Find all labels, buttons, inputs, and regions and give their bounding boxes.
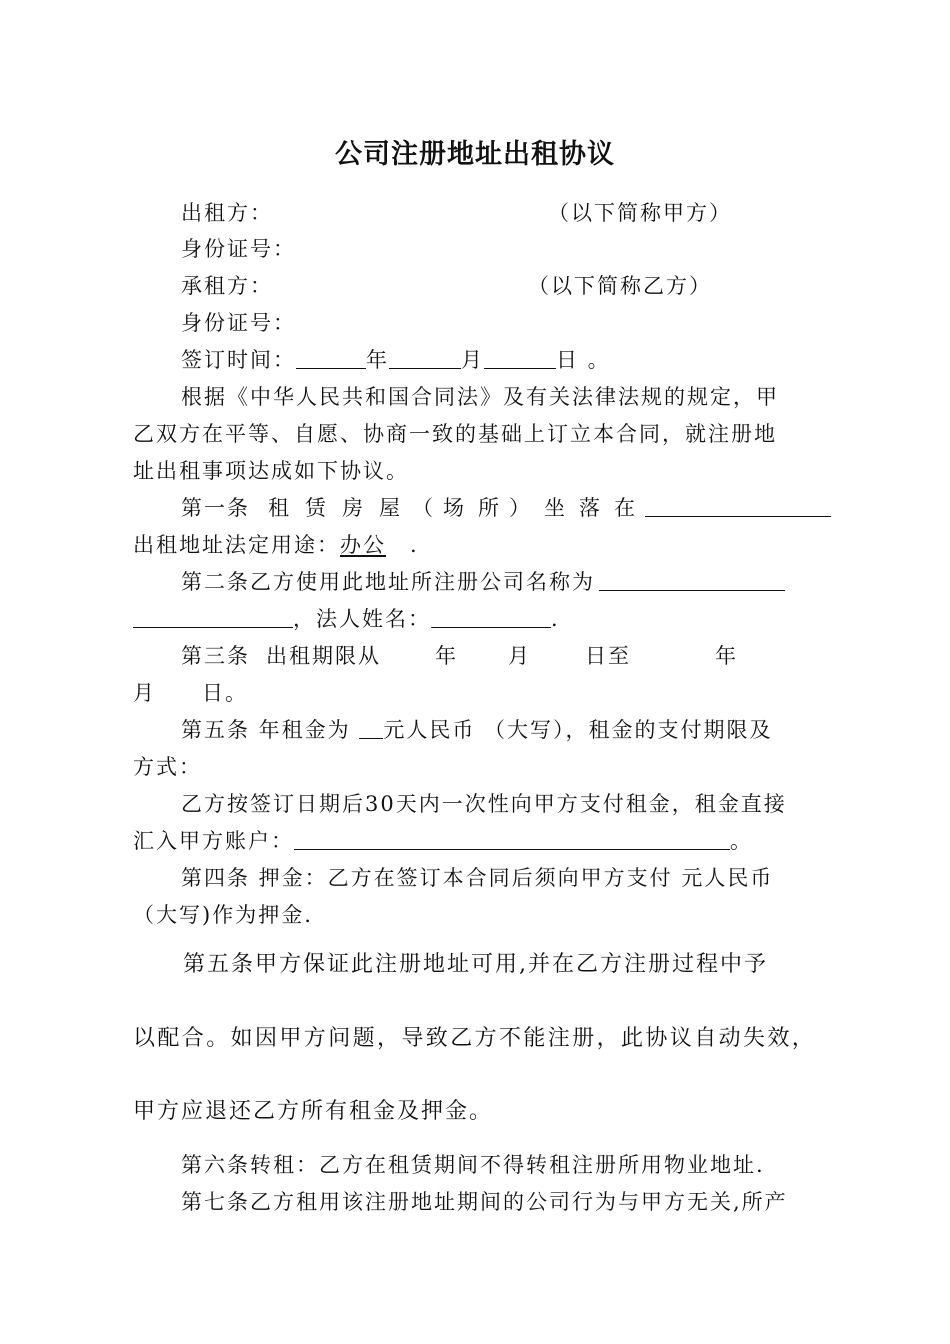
article-1-char: 坐 [544, 496, 567, 520]
rent-text: 元人民币 （大写），租金的支付期限及 [383, 718, 773, 742]
lessee-id-label: 身份证号： [181, 311, 296, 335]
article-4-line-2: （大写)作为押金. [133, 903, 313, 927]
term-from-day: 日至 [585, 644, 631, 668]
article-1-char: 场 [443, 496, 466, 520]
article-5-rent-line-2: 方式： [133, 755, 202, 779]
article-2-line-2 [133, 604, 560, 634]
year-label: 年 [366, 348, 389, 372]
use-end: . [410, 533, 419, 557]
article-4-line-1: 第四条 押金：乙方在签订本合同后须向甲方支付 元人民币 [181, 866, 774, 890]
term-from-month: 月 [508, 644, 531, 668]
term-to-month: 月 [133, 681, 156, 705]
lessee-note: （以下简称乙方） [528, 274, 712, 298]
rent-label: 第五条 年租金为 [181, 718, 360, 742]
article-1-char: 房 [342, 496, 365, 520]
sign-date-label: 签订时间： [181, 348, 296, 372]
article-1-line-1 [181, 493, 831, 523]
preamble-line-3: 址出租事项达成如下协议。 [133, 459, 409, 483]
use-value: 办公 [340, 533, 386, 557]
article-5-guarantee-line-1: 第五条甲方保证此注册地址可用,并在乙方注册过程中予 [183, 952, 768, 977]
legal-person-label: ，法人姓名： [293, 607, 431, 631]
article-5-guarantee-line-3: 甲方应退还乙方所有租金及押金。 [133, 1099, 494, 1124]
article-1-char: 所 [478, 496, 501, 520]
document-title: 公司注册地址出租协议 [335, 139, 615, 170]
article-1-char: （ [412, 496, 435, 520]
term-to-year: 年 [715, 644, 738, 668]
article-3-line-1 [181, 641, 738, 671]
lessor-note: （以下简称甲方） [548, 201, 732, 225]
article-3-line-2 [133, 678, 248, 708]
sign-date-line [181, 345, 611, 375]
article-1-char: 赁 [305, 496, 328, 520]
preamble-line-2: 乙双方在平等、自愿、协商一致的基础上订立本合同，就注册地 [133, 422, 777, 446]
preamble-line-1: 根据《中华人民共和国合同法》及有关法律法规的规定，甲 [181, 385, 779, 409]
company-name-blank [599, 568, 785, 591]
term-from-year: 年 [435, 644, 458, 668]
lessor-id-label: 身份证号： [181, 237, 296, 261]
rent-amount-blank [359, 716, 383, 739]
lessor-label: 出租方： [181, 201, 273, 225]
payment-line-1: 乙方按签订日期后30天内一次性向甲方支付租金，租金直接 [181, 792, 787, 816]
article-3-heading: 第三条 [181, 644, 250, 668]
article-5-rent-line-1 [181, 715, 773, 745]
article-2-line-1 [181, 567, 785, 597]
article-1-char: 落 [579, 496, 602, 520]
article-1-line-2 [133, 530, 419, 560]
article-5-guarantee-line-2: 以配合。如因甲方问题，导致乙方不能注册，此协议自动失效， [133, 1026, 817, 1051]
account-label: 汇入甲方账户： [133, 829, 294, 853]
article-6: 第六条转租：乙方在租赁期间不得转租注册所用物业地址. [181, 1153, 765, 1177]
article-2-end: . [551, 607, 560, 631]
month-label: 月 [461, 348, 484, 372]
article-1-char: 屋 [379, 496, 402, 520]
location-blank [645, 494, 831, 517]
article-2-text: 第二条乙方使用此地址所注册公司名称为 [181, 570, 595, 594]
article-1-char: ） [509, 496, 532, 520]
account-blank [294, 827, 730, 850]
article-1-heading: 第一条 [181, 496, 250, 520]
sign-month-blank [389, 346, 461, 369]
legal-person-blank [431, 605, 551, 628]
term-to-day: 日。 [202, 681, 248, 705]
article-1-char: 在 [614, 496, 637, 520]
payment-end: 。 [730, 829, 753, 853]
company-name-blank-cont [133, 605, 293, 628]
article-1-char: 租 [268, 496, 291, 520]
use-label: 出租地址法定用途： [133, 533, 340, 557]
payment-line-2 [133, 826, 753, 856]
term-from-label: 出租期限从 [266, 644, 381, 668]
day-label: 日 。 [556, 348, 611, 372]
lessee-label: 承租方： [181, 274, 273, 298]
article-7: 第七条乙方租用该注册地址期间的公司行为与甲方无关,所产 [181, 1190, 788, 1214]
sign-day-blank [484, 346, 556, 369]
sign-year-blank [296, 346, 366, 369]
